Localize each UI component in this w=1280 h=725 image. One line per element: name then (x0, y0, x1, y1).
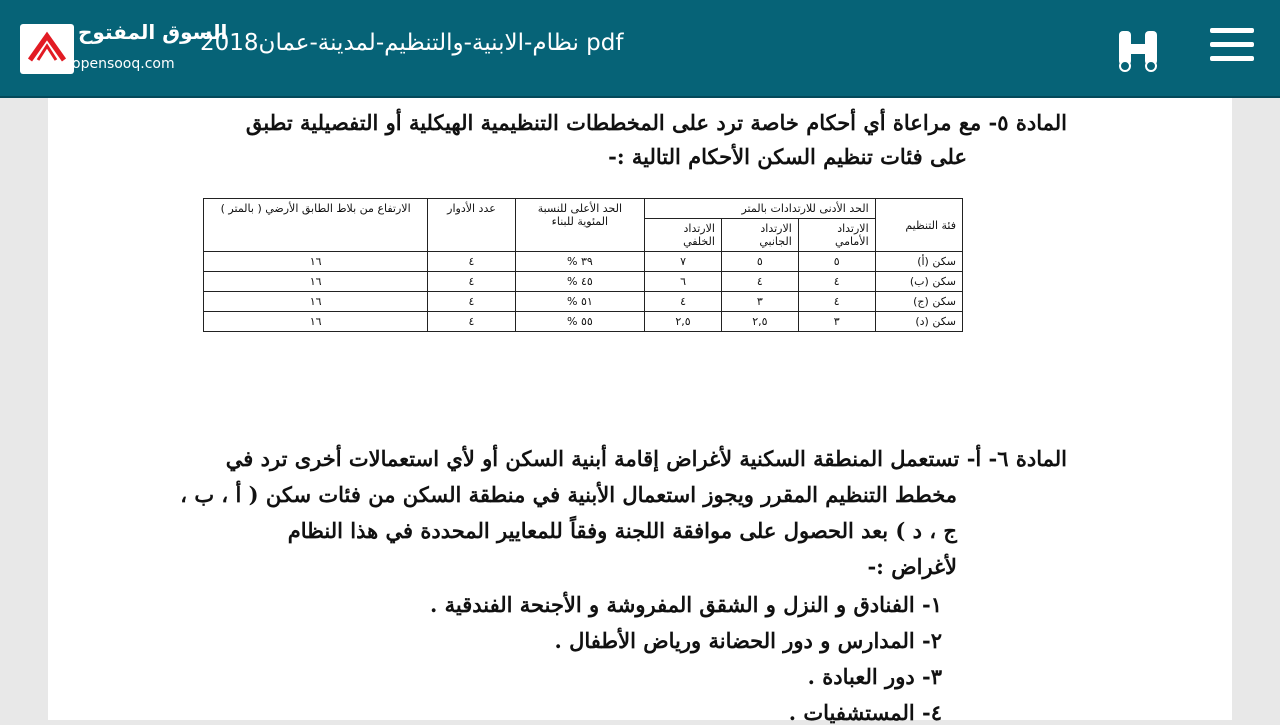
table-row (204, 252, 963, 272)
header-coverage: الحد الأعلى للنسبة المئوية للبناء (515, 199, 644, 252)
cell-front: ٣ (798, 312, 875, 332)
cell-side: ٣ (721, 292, 798, 312)
list-item: ٣- دور العبادة . (807, 664, 942, 689)
cell-rear: ٦ (645, 272, 722, 292)
logo-text-english: opensooq.com (72, 56, 175, 72)
table-row (204, 292, 963, 312)
cell-rear: ٢,٥ (645, 312, 722, 332)
home-icon[interactable] (1116, 28, 1160, 72)
opensooq-logo[interactable] (20, 24, 74, 74)
cell-rear: ٤ (645, 292, 722, 312)
article6-line4: لأغراض :- (867, 554, 957, 579)
cell-floors: ٤ (428, 312, 515, 332)
article6-line2: مخطط التنظيم المقرر ويجوز استعمال الأبنية في منطقة السكن من فئات سكن ( أ ، ب ، (180, 482, 957, 507)
list-item: ٢- المدارس و دور الحضانة ورياض الأطفال . (554, 628, 942, 653)
table-row (204, 272, 963, 292)
list-item: ١- الفنادق و النزل و الشقق المفروشة و الأجنحة الفندقية . (430, 592, 942, 617)
cell-category: سكن (د) (875, 312, 962, 332)
header-floors: عدد الأدوار (428, 199, 515, 252)
document-page (48, 98, 1232, 725)
cell-category: سكن (أ) (875, 252, 962, 272)
app-header (0, 0, 1280, 98)
cell-coverage: ٣٩ % (515, 252, 644, 272)
header-height: الارتفاع من بلاط الطابق الأرضي ( بالمتر ) (204, 199, 428, 252)
header-front-setback: الارتداد الأمامي (798, 219, 875, 252)
cell-side: ٤ (721, 272, 798, 292)
cell-category: سكن (ب) (875, 272, 962, 292)
cell-coverage: ٤٥ % (515, 272, 644, 292)
cell-rear: ٧ (645, 252, 722, 272)
header-category: فئة التنظيم (875, 199, 962, 252)
article6-line1: المادة ٦- أ- تستعمل المنطقة السكنية لأغراض إقامة أبنية السكن أو لأي استعمالات أخرى ترد في (225, 446, 1067, 471)
cell-front: ٤ (798, 292, 875, 312)
cell-floors: ٤ (428, 272, 515, 292)
header-side-setback: الارتداد الجانبي (721, 219, 798, 252)
zoning-table (203, 198, 963, 332)
cell-floors: ٤ (428, 292, 515, 312)
article5-line1: المادة ٥- مع مراعاة أي أحكام خاصة ترد على المخططات التنظيمية الهيكلية أو التفصيلية تطبق (245, 110, 1067, 135)
article5-line2: على فئات تنظيم السكن الأحكام التالية :- (608, 144, 967, 169)
cell-height: ١٦ (204, 272, 428, 292)
cell-coverage: ٥١ % (515, 292, 644, 312)
cell-front: ٤ (798, 272, 875, 292)
cell-height: ١٦ (204, 292, 428, 312)
cell-category: سكن (ج) (875, 292, 962, 312)
table-row (204, 312, 963, 332)
cell-coverage: ٥٥ % (515, 312, 644, 332)
cell-height: ١٦ (204, 252, 428, 272)
cell-front: ٥ (798, 252, 875, 272)
document-title: نظام-الابنية-والتنظيم-لمدينة-عمان2018 pdf (200, 30, 624, 56)
cell-side: ٥ (721, 252, 798, 272)
header-setbacks-group: الحد الأدنى للارتدادات بالمتر (645, 199, 876, 219)
logo-text-arabic: السوق المفتوح (78, 20, 228, 44)
hamburger-menu-icon[interactable] (1210, 28, 1254, 68)
cell-floors: ٤ (428, 252, 515, 272)
article6-line3: ج ، د ) بعد الحصول على موافقة اللجنة وفقاً للمعايير المحددة في هذا النظام (287, 518, 957, 543)
list-item: ٤- المستشفيات . (788, 700, 942, 725)
header-rear-setback: الارتداد الخلفي (645, 219, 722, 252)
cell-side: ٢,٥ (721, 312, 798, 332)
cell-height: ١٦ (204, 312, 428, 332)
